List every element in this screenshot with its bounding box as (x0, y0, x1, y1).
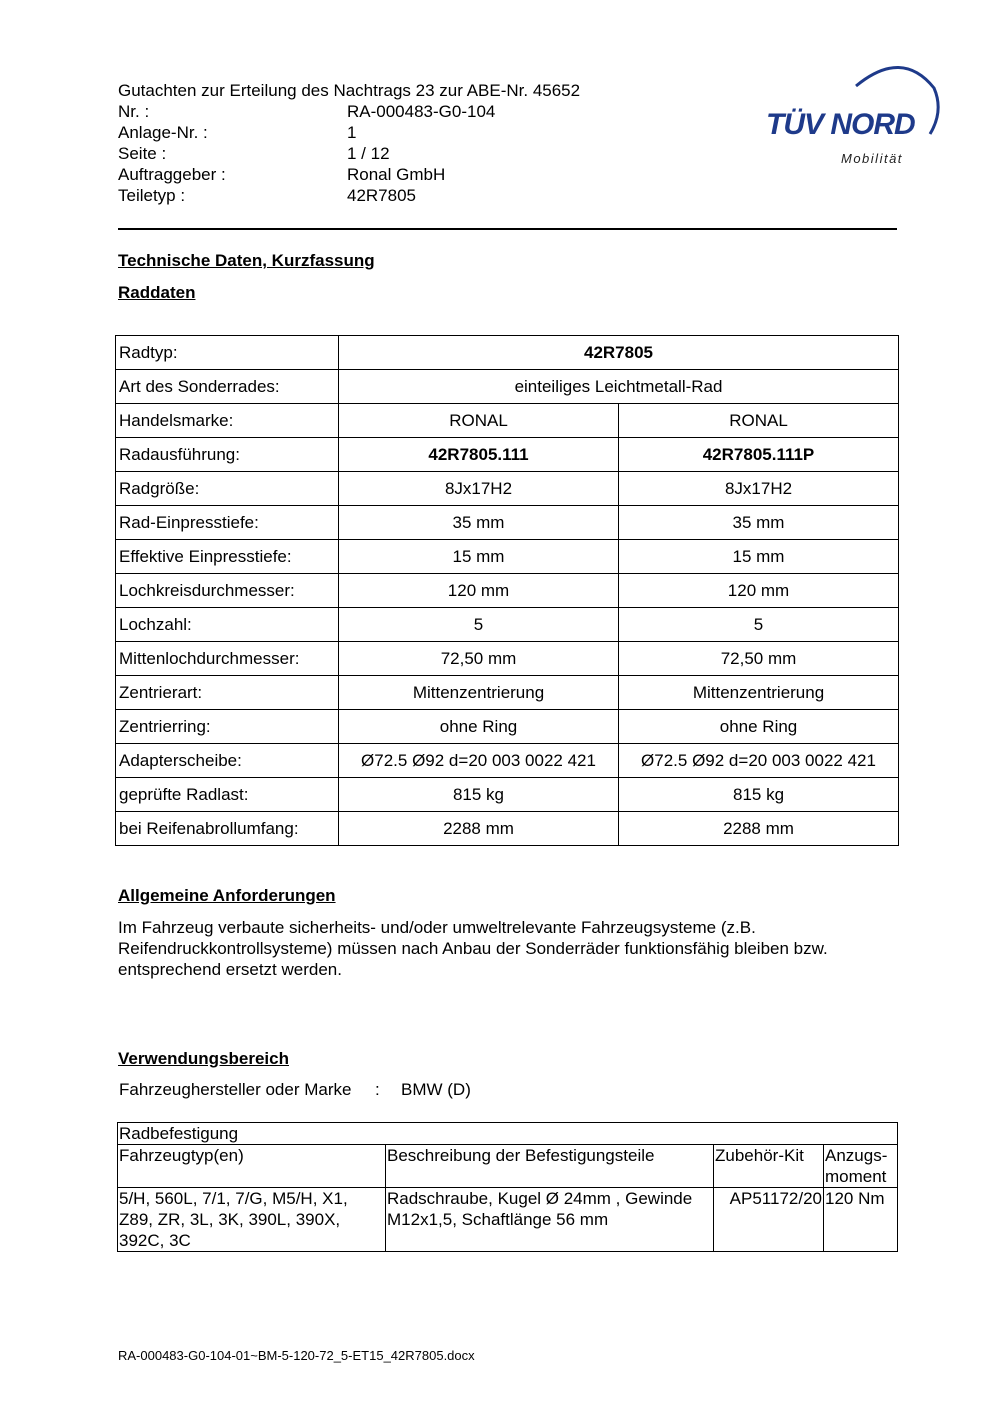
row-label: bei Reifenabrollumfang: (116, 812, 339, 846)
column-header: Beschreibung der Befestigungsteile (386, 1145, 714, 1188)
row-label: Radgröße: (116, 472, 339, 506)
table-row (116, 404, 899, 438)
section-heading-verwendung: Verwendungsbereich (118, 1049, 289, 1068)
cell-value: 120 mm (619, 574, 899, 608)
cell-value: 815 kg (619, 778, 899, 812)
header-value: 1 / 12 (347, 144, 390, 163)
table-row (118, 1188, 898, 1252)
wheel-rows (116, 404, 899, 846)
table-row (116, 812, 899, 846)
manufacturer-separator: : (375, 1080, 380, 1099)
header-value: 42R7805 (347, 186, 417, 205)
tuev-nord-logo (762, 56, 942, 176)
manufacturer-label: Fahrzeughersteller oder Marke (119, 1080, 352, 1099)
header-label: Teiletyp : (118, 186, 186, 205)
table-row (116, 574, 899, 608)
table-row (116, 540, 899, 574)
table-row (116, 336, 899, 370)
table-row (116, 778, 899, 812)
cell-value: 120 mm (339, 574, 619, 608)
cell-value: 42R7805.111 (339, 438, 619, 472)
column-header: Fahrzeugtyp(en) (118, 1145, 386, 1188)
header-label: Nr. : (118, 102, 150, 121)
header-label: Seite : (118, 144, 167, 163)
row-label: Effektive Einpresstiefe: (116, 540, 339, 574)
table-row (116, 642, 899, 676)
logo-subtitle: Mobilität (841, 151, 903, 166)
header-value: Ronal GmbH (347, 165, 446, 184)
cell-value: Ø72.5 Ø92 d=20 003 0022 421 (339, 744, 619, 778)
section-heading-allgemeine: Allgemeine Anforderungen (118, 886, 336, 905)
cell-value: 2288 mm (339, 812, 619, 846)
cell-value: ohne Ring (339, 710, 619, 744)
cell-value: 35 mm (339, 506, 619, 540)
header-row-teiletyp (118, 185, 580, 206)
vehicle-types: 5/H, 560L, 7/1, 7/G, M5/H, X1, Z89, ZR, 3L, 3K, 390L, 390X, 392C, 3C (118, 1188, 386, 1252)
cell-value: 35 mm (619, 506, 899, 540)
row-label: Radtyp: (116, 336, 339, 370)
manufacturer-line (118, 1080, 471, 1100)
table-row (116, 438, 899, 472)
row-label: Art des Sonderrades: (116, 370, 339, 404)
cell-value: 815 kg (339, 778, 619, 812)
cell-value: 5 (339, 608, 619, 642)
header-row-anlage (118, 122, 580, 143)
allgemeine-paragraph: Im Fahrzeug verbaute sicherheits- und/oder umweltrelevante Fahrzeugsysteme (z.B. Reifendruckkontrollsysteme) müssen nach Anbau der Sonderräder funktionsfähig bleiben bzw. entsprechend ersetzt werden. (118, 918, 828, 979)
cell-value: Mittenzentrierung (619, 676, 899, 710)
wheel-data-table (115, 335, 899, 846)
row-label: Rad-Einpresstiefe: (116, 506, 339, 540)
table-header-row (118, 1145, 898, 1188)
cell-value: 72,50 mm (619, 642, 899, 676)
cell-value: RONAL (339, 404, 619, 438)
header-label: Auftraggeber : (118, 165, 226, 184)
header-divider (118, 228, 897, 230)
cell-value: 8Jx17H2 (339, 472, 619, 506)
header-row-auftraggeber (118, 164, 580, 185)
section-heading-raddaten: Raddaten (118, 283, 196, 302)
fixing-table (117, 1122, 898, 1252)
table-row (116, 710, 899, 744)
row-label: Zentrierart: (116, 676, 339, 710)
header-label: Anlage-Nr. : (118, 123, 208, 142)
table-row (116, 472, 899, 506)
cell-value: RONAL (619, 404, 899, 438)
table-row (118, 1123, 898, 1145)
document-title: Gutachten zur Erteilung des Nachtrags 23 zur ABE-Nr. 45652 (118, 81, 581, 100)
cell-value: Mittenzentrierung (339, 676, 619, 710)
cell-value: Ø72.5 Ø92 d=20 003 0022 421 (619, 744, 899, 778)
cell-value: 15 mm (619, 540, 899, 574)
document-filename: RA-000483-G0-104-01~BM-5-120-72_5-ET15_42R7805.docx (118, 1348, 475, 1363)
row-label: Adapterscheibe: (116, 744, 339, 778)
cell-value: 5 (619, 608, 899, 642)
column-header: Zubehör-Kit (714, 1145, 824, 1188)
section-heading-technische: Technische Daten, Kurzfassung (118, 251, 375, 270)
cell-value: einteiliges Leichtmetall-Rad (339, 370, 899, 404)
table-row (116, 608, 899, 642)
row-label: Radausführung: (116, 438, 339, 472)
document-header (118, 80, 580, 206)
row-label: Zentrierring: (116, 710, 339, 744)
row-label: Lochzahl: (116, 608, 339, 642)
table-row (116, 676, 899, 710)
table-row (116, 506, 899, 540)
row-label: Lochkreisdurchmesser: (116, 574, 339, 608)
cell-value: ohne Ring (619, 710, 899, 744)
header-value: RA-000483-G0-104 (347, 102, 496, 121)
header-row-nr (118, 101, 580, 122)
manufacturer-value: BMW (D) (401, 1080, 471, 1099)
table-row (116, 744, 899, 778)
cell-value: 72,50 mm (339, 642, 619, 676)
fixing-description: Radschraube, Kugel Ø 24mm , Gewinde M12x1,5, Schaftlänge 56 mm (386, 1188, 714, 1252)
table-row (116, 370, 899, 404)
torque: 120 Nm (824, 1188, 898, 1252)
column-header: Anzugs-moment (824, 1145, 898, 1188)
fix-title: Radbefestigung (118, 1123, 898, 1145)
cell-value: 42R7805 (339, 336, 899, 370)
row-label: geprüfte Radlast: (116, 778, 339, 812)
accessory-kit: AP51172/20 (714, 1188, 824, 1252)
row-label: Handelsmarke: (116, 404, 339, 438)
cell-value: 2288 mm (619, 812, 899, 846)
header-row-seite (118, 143, 580, 164)
cell-value: 42R7805.111P (619, 438, 899, 472)
header-value: 1 (347, 123, 357, 142)
cell-value: 8Jx17H2 (619, 472, 899, 506)
row-label: Mittenlochdurchmesser: (116, 642, 339, 676)
logo-brand: TÜV NORD (766, 108, 915, 141)
cell-value: 15 mm (339, 540, 619, 574)
